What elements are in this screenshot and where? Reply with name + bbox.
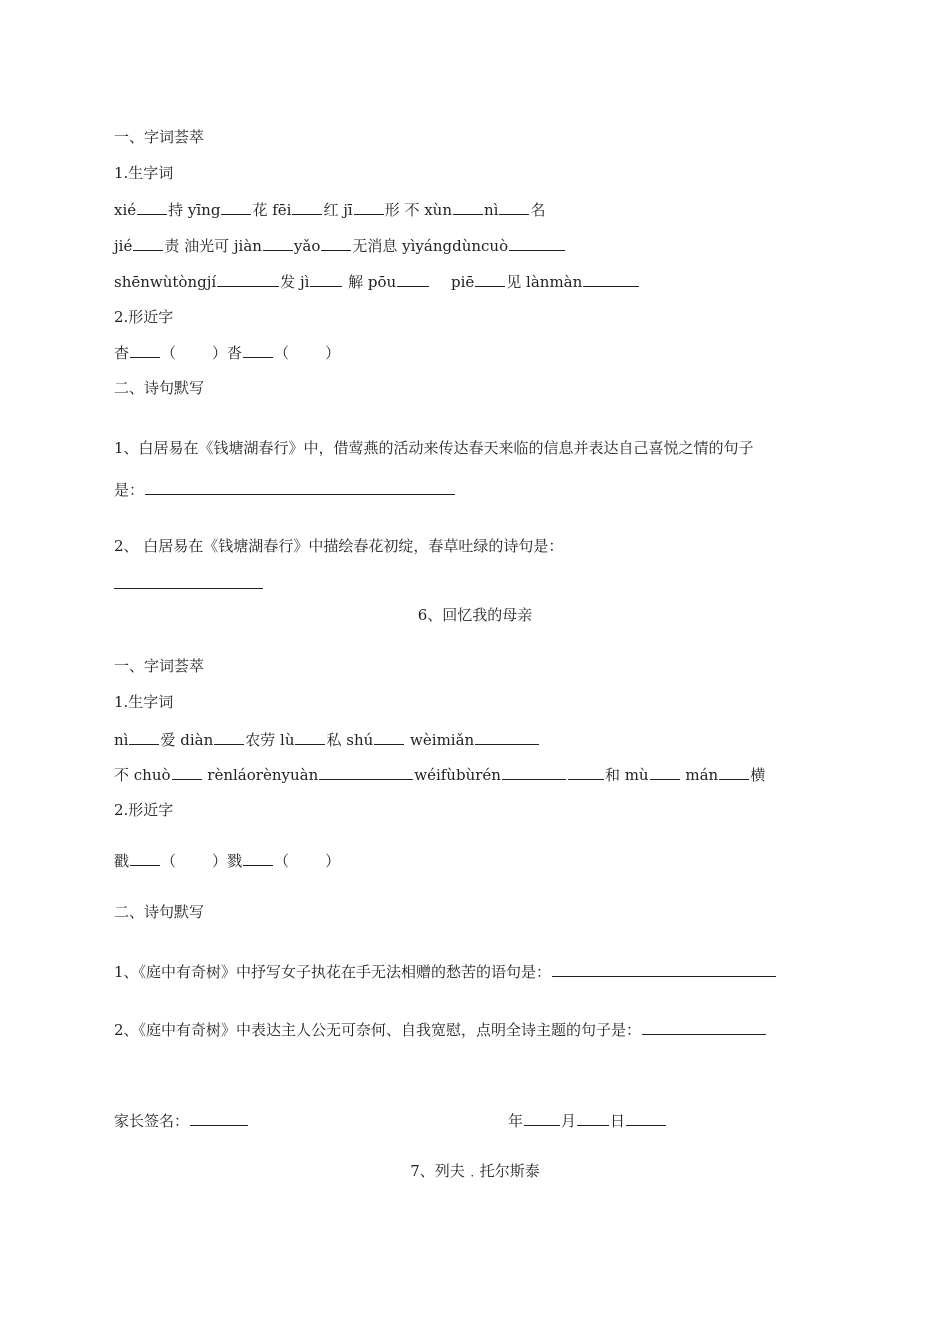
pinyin-text: 和 mù (604, 766, 649, 784)
day-blank[interactable] (626, 1110, 666, 1126)
pinyin-text: nì (484, 201, 499, 219)
pinyin-text: 见 lànmàn (506, 273, 583, 291)
answer-blank[interactable] (552, 961, 776, 977)
pinyin-text: shēnwùtòngjí (114, 273, 217, 291)
vocab-row-3 (114, 271, 640, 292)
year-blank[interactable] (524, 1110, 560, 1126)
answer-blank[interactable] (129, 729, 159, 745)
month-label: 月 (561, 1112, 577, 1130)
answer-blank[interactable] (214, 729, 244, 745)
pinyin-text: 形 不 xùn (384, 201, 452, 219)
answer-blank[interactable] (145, 479, 455, 495)
answer-blank[interactable] (133, 235, 163, 251)
answer-blank[interactable] (310, 271, 342, 287)
answer-line[interactable] (114, 588, 263, 589)
answer-blank[interactable] (502, 764, 566, 780)
answer-blank[interactable] (719, 764, 749, 780)
pinyin-text: yǎo (293, 237, 321, 255)
pinyin-text: wèimiǎn (405, 731, 475, 749)
answer-blank[interactable] (583, 271, 639, 287)
answer-blank[interactable] (263, 235, 293, 251)
answer-blank[interactable] (243, 342, 273, 358)
paren-close: ） (325, 852, 341, 870)
subheading-similar-chars: 2.形近字 (114, 801, 174, 819)
pinyin-text: 花 fēi (252, 201, 292, 219)
year-label: 年 (508, 1112, 524, 1130)
pinyin-text: 无消息 yìyángdùncuò (352, 237, 509, 255)
char-text: ）戮 (212, 852, 243, 870)
subheading-new-words: 1.生字词 (114, 164, 174, 182)
char-text: 戳 (114, 852, 130, 870)
answer-blank[interactable] (321, 235, 351, 251)
answer-blank[interactable] (243, 850, 273, 866)
pinyin-text: rènláorènyuàn (202, 766, 319, 784)
pinyin-text: 不 chuò (114, 766, 171, 784)
month-blank[interactable] (577, 1110, 609, 1126)
paren-open: （ (274, 344, 290, 362)
poetry-question-2: 2、 白居易在《钱塘湖春行》中描绘春花初绽，春草吐绿的诗句是： (114, 537, 564, 555)
question-text: 2、《庭中有奇树》中表达主人公无可奈何、自我宽慰，点明全诗主题的句子是： (114, 1021, 642, 1039)
pinyin-text: 农劳 lù (245, 731, 295, 749)
poetry-question-1: 1、白居易在《钱塘湖春行》中，借莺燕的活动来传达春天来临的信息并表达自己喜悦之情的句子 (114, 439, 754, 457)
question-text: 1、《庭中有奇树》中抒写女子执花在手无法相赠的愁苦的语句是： (114, 963, 552, 981)
answer-blank[interactable] (509, 235, 565, 251)
vocab-row-2 (114, 235, 566, 256)
answer-blank[interactable] (130, 342, 160, 358)
section-heading-vocab: 一、字词荟萃 (114, 128, 205, 146)
answer-blank[interactable] (453, 199, 483, 215)
pinyin-text: wéifùbùrén (414, 766, 501, 784)
parent-signature (114, 1110, 249, 1131)
pinyin-text: jié (114, 237, 133, 255)
answer-blank[interactable] (499, 199, 529, 215)
char-text: ）沓 (212, 344, 243, 362)
paren-open: （ (274, 852, 290, 870)
char-text: 杳 (114, 344, 130, 362)
section-heading-vocab: 一、字词荟萃 (114, 657, 205, 675)
pinyin-text: nì (114, 731, 129, 749)
answer-blank[interactable] (130, 850, 160, 866)
pinyin-text: 发 jì (280, 273, 310, 291)
answer-prefix: 是： (114, 481, 145, 499)
date-row (508, 1110, 667, 1131)
answer-blank[interactable] (172, 764, 202, 780)
subheading-similar-chars: 2.形近字 (114, 308, 174, 326)
answer-blank[interactable] (319, 764, 413, 780)
vocab-row-2 (114, 764, 765, 785)
pinyin-text: 红 jī (323, 201, 353, 219)
answer-blank[interactable] (642, 1019, 766, 1035)
answer-blank[interactable] (475, 729, 539, 745)
pinyin-text: 横 (750, 766, 766, 784)
poetry-question-2 (114, 1019, 767, 1040)
answer-blank[interactable] (475, 271, 505, 287)
pinyin-text: piē (446, 273, 475, 291)
signature-label: 家长签名： (114, 1112, 190, 1130)
lesson-title: 6、回忆我的母亲 (417, 606, 533, 624)
answer-blank[interactable] (568, 764, 604, 780)
pinyin-text: 名 (530, 201, 546, 219)
lesson-title: 7、列夫﹒托尔斯泰 (410, 1162, 540, 1180)
section-heading-poetry: 二、诗句默写 (114, 379, 205, 397)
paren-close: ） (325, 344, 341, 362)
pinyin-text: xié (114, 201, 137, 219)
paren-open: （ (161, 344, 177, 362)
answer-blank[interactable] (650, 764, 680, 780)
pinyin-text: 责 油光可 jiàn (164, 237, 262, 255)
vocab-row-1 (114, 199, 545, 220)
answer-blank[interactable] (374, 729, 404, 745)
pinyin-text: 解 pōu (343, 273, 397, 291)
signature-blank[interactable] (190, 1110, 248, 1126)
answer-blank[interactable] (295, 729, 325, 745)
similar-chars-row (114, 342, 340, 363)
pinyin-text: 爱 diàn (160, 731, 214, 749)
answer-blank[interactable] (137, 199, 167, 215)
pinyin-text: 私 shú (326, 731, 374, 749)
subheading-new-words: 1.生字词 (114, 693, 174, 711)
answer-blank[interactable] (221, 199, 251, 215)
pinyin-text: mán (680, 766, 719, 784)
paren-open: （ (161, 852, 177, 870)
pinyin-text: 持 yīng (168, 201, 221, 219)
answer-blank[interactable] (397, 271, 429, 287)
answer-blank[interactable] (292, 199, 322, 215)
section-heading-poetry: 二、诗句默写 (114, 903, 205, 921)
answer-blank[interactable] (354, 199, 384, 215)
vocab-row-1 (114, 729, 540, 750)
poetry-question-1-cont (114, 479, 456, 500)
poetry-question-1 (114, 961, 777, 982)
answer-blank[interactable] (217, 271, 279, 287)
day-label: 日 (610, 1112, 626, 1130)
similar-chars-row (114, 850, 340, 871)
